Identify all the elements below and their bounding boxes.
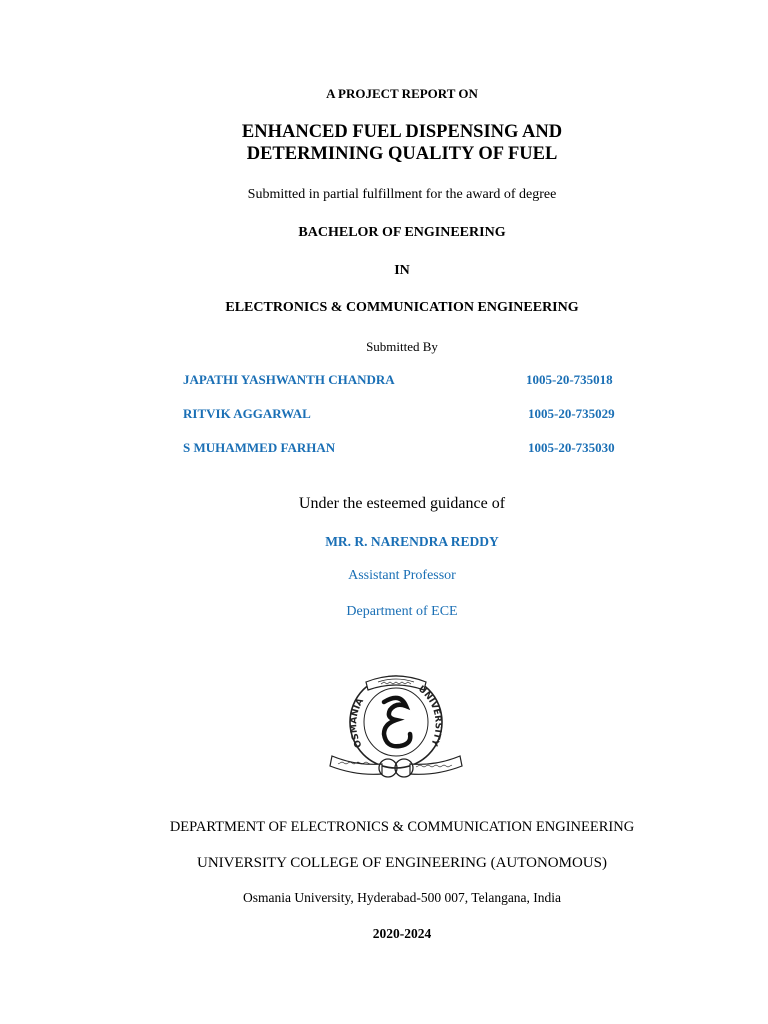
student-roll-number: 1005-20-735018 [526,372,613,387]
guide-name: MR. R. NARENDRA REDDY [325,534,499,549]
osmania-university-logo-icon [326,668,466,784]
guide-designation: Assistant Professor [348,568,456,583]
guide-department: Department of ECE [346,604,458,619]
report-heading: A PROJECT REPORT ON [326,86,478,101]
college-name: UNIVERSITY COLLEGE OF ENGINEERING (AUTONOMOUS) [197,855,607,871]
academic-year: 2020-2024 [372,926,432,941]
svg-text:UNIVERSITY [416,684,443,747]
guidance-intro: Under the esteemed guidance of [298,495,506,512]
degree-name: BACHELOR OF ENGINEERING [298,225,506,240]
submitted-by-label: Submitted By [366,339,438,354]
department-name: DEPARTMENT OF ELECTRONICS & COMMUNICATION ENGINEERING [169,819,635,835]
student-roll-number: 1005-20-735029 [528,406,615,421]
student-name: S MUHAMMED FARHAN [183,440,336,455]
university-address: Osmania University, Hyderabad-500 007, Telangana, India [242,890,562,905]
student-name: RITVIK AGGARWAL [183,406,311,421]
project-title-line-1: ENHANCED FUEL DISPENSING AND [241,122,563,142]
logo-right-text: UNIVERSITY [416,684,443,748]
student-name: JAPATHI YASHWANTH CHANDRA [183,372,395,387]
student-roll-number: 1005-20-735030 [528,440,615,455]
project-title [18,121,768,165]
project-title-line-2: DETERMINING QUALITY OF FUEL [246,144,558,164]
logo-left-text: OSMANIA [349,696,367,750]
branch-name: ELECTRONICS & COMMUNICATION ENGINEERING [225,300,579,315]
in-label: IN [394,263,410,278]
submission-statement: Submitted in partial fulfillment for the award of degree [247,187,557,202]
